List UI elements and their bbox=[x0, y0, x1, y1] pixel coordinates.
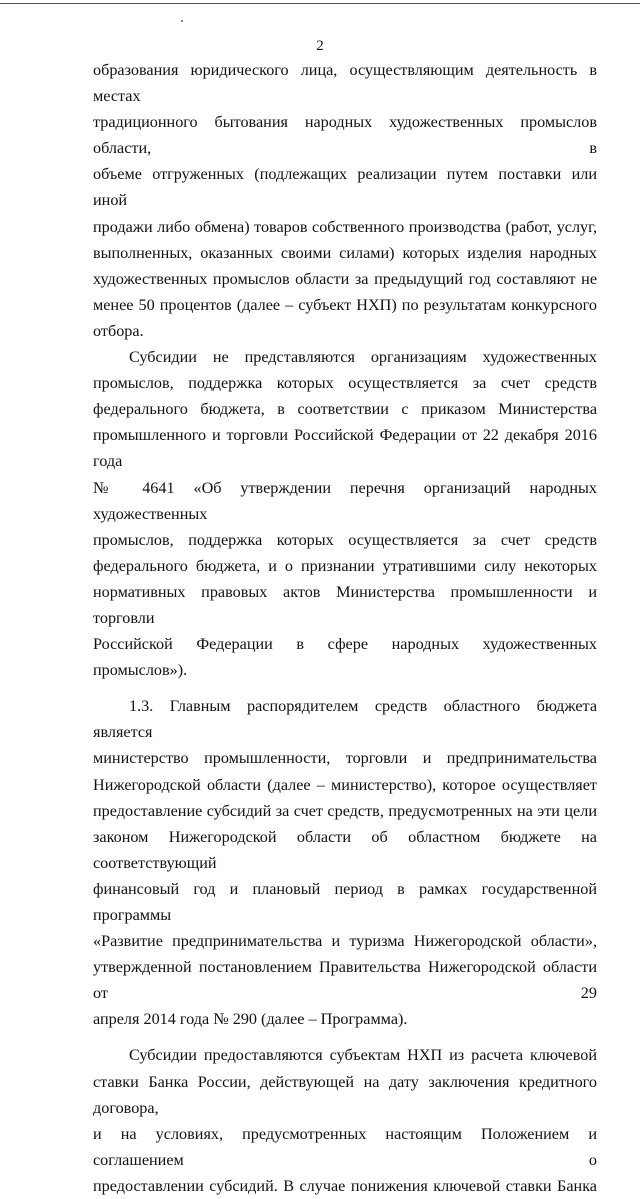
text-line: финансовый год и плановый период в рамках государственной программы bbox=[93, 879, 597, 924]
text-line: ставки Банка России, действующей на дату заключения кредитного договора, bbox=[93, 1072, 597, 1117]
text-line: промыслов, поддержка которых осуществляется за счет средств bbox=[93, 374, 597, 393]
text-line: нормативных правовых актов Министерства промышленности и торговли bbox=[93, 582, 597, 627]
scan-speck bbox=[181, 20, 183, 22]
text-line: Субсидии предоставляются субъектам НХП из расчета ключевой bbox=[129, 1046, 597, 1065]
text-line: Российской Федерации в сфере народных художественных промыслов»). bbox=[93, 635, 597, 680]
text-line: федерального бюджета, и о признании утратившими силу некоторых bbox=[93, 556, 597, 575]
document-body bbox=[93, 57, 597, 1199]
text-line: промыслов, поддержка которых осуществляется за счет средств bbox=[93, 530, 597, 549]
text-line: Субсидии не представляются организациям художественных bbox=[129, 348, 597, 367]
text-line: законом Нижегородской области об областном бюджете на соответствующий bbox=[93, 827, 597, 872]
text-line: продажи либо обмена) товаров собственного производства (работ, услуг, bbox=[93, 217, 597, 236]
text-line: выполненных, оказанных своими силами) которых изделия народных bbox=[93, 243, 597, 262]
text-line: образования юридического лица, осуществляющим деятельность в местах bbox=[93, 61, 597, 106]
text-line: промышленного и торговли Российской Федерации от 22 декабря 2016 года bbox=[93, 426, 597, 471]
text-line: утвержденной постановлением Правительства Нижегородской области от 29 bbox=[93, 958, 597, 1003]
text-line: и на условиях, предусмотренных настоящим Положением и соглашением о bbox=[93, 1124, 597, 1169]
text-line: отбора. bbox=[93, 321, 144, 340]
text-line: министерство промышленности, торговли и предпринимательства bbox=[93, 749, 597, 768]
text-line: менее 50 процентов (далее – субъект НХП) по результатам конкурсного bbox=[93, 295, 597, 314]
text-line: художественных промыслов области за предыдущий год составляют не bbox=[93, 269, 597, 288]
text-line: апреля 2014 года № 290 (далее – Программа). bbox=[93, 1010, 408, 1029]
text-line: «Развитие предпринимательства и туризма Нижегородской области», bbox=[93, 932, 597, 951]
scan-top-edge bbox=[0, 3, 640, 4]
text-line: традиционного бытования народных художественных промыслов области, в bbox=[93, 113, 597, 158]
text-line: 1.3. Главным распорядителем средств областного бюджета является bbox=[93, 697, 597, 742]
text-line: предоставлении субсидий. В случае понижения ключевой ставки Банка bbox=[93, 1176, 597, 1195]
paragraph-gap bbox=[93, 1032, 597, 1042]
paragraph-gap bbox=[93, 683, 597, 693]
page-number: 2 bbox=[316, 38, 324, 54]
text-line: федерального бюджета, в соответствии с приказом Министерства bbox=[93, 400, 597, 419]
text-line: предоставление субсидий за счет средств, предусмотренных на эти цели bbox=[93, 801, 597, 820]
text-line: № 4641 «Об утверждении перечня организаций народных художественных bbox=[93, 478, 597, 523]
text-line: объеме отгруженных (подлежащих реализации путем поставки или иной bbox=[93, 165, 597, 210]
text-line: Нижегородской области (далее – министерство), которое осуществляет bbox=[93, 775, 597, 794]
